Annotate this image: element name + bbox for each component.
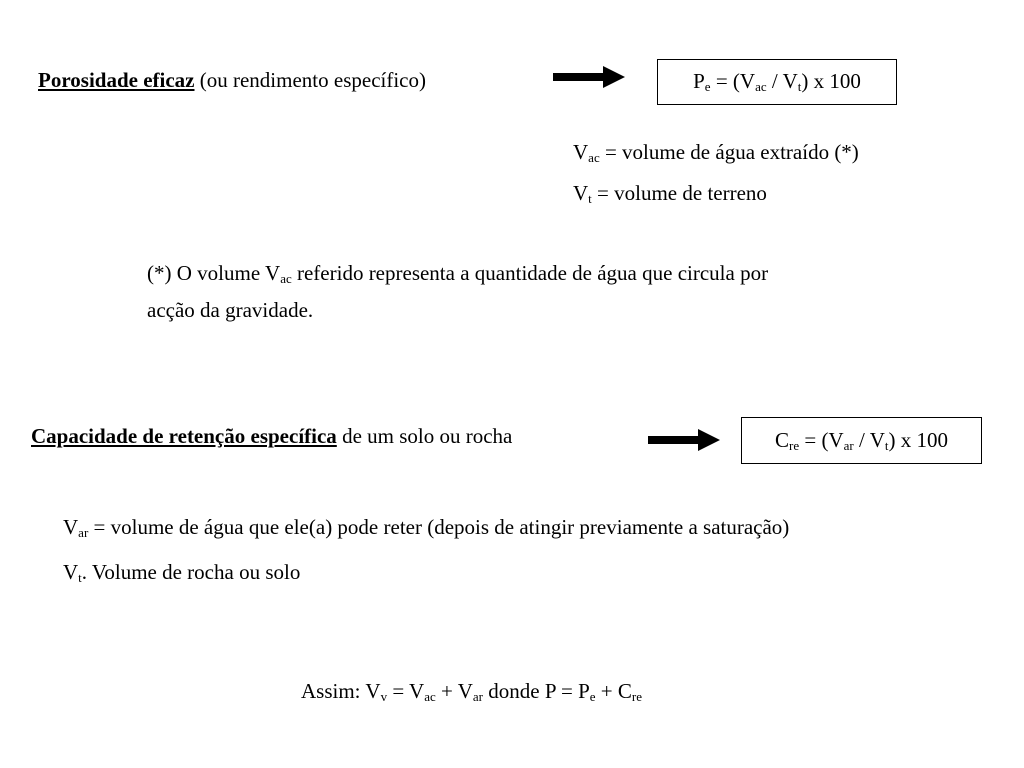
right-arrow-icon bbox=[648, 427, 720, 453]
formula-cre: $C_{re} = (V_{ar} / V_t)$ x 100 bbox=[775, 427, 948, 453]
formula-box-cre bbox=[741, 417, 982, 464]
formula-pe: $P_e = (V_{ac} / V_t)$ x 100 bbox=[693, 69, 861, 95]
right-arrow-icon bbox=[553, 64, 625, 90]
definition-vac: $V_{ac}$ = volume de água extraído (*) bbox=[573, 140, 859, 165]
heading-capacidade bbox=[31, 424, 512, 449]
definition-var: $V_{ar}$ = volume de água que ele(a) pode reter (depois de atingir previamente a saturação) bbox=[63, 515, 790, 540]
note-line-1: (*) O volume $V_{ac}$ referido representa a quantidade de água que circula por bbox=[147, 261, 769, 286]
heading-porosidade-bold: Porosidade eficaz bbox=[38, 68, 195, 92]
note-line-2: acção da gravidade. bbox=[147, 298, 314, 322]
heading-capacidade-bold: Capacidade de retenção específica bbox=[31, 424, 337, 448]
heading-capacidade-rest: de um solo ou rocha bbox=[336, 424, 513, 448]
formula-box-pe bbox=[657, 59, 897, 105]
heading-porosidade-rest: (ou rendimento específico) bbox=[194, 68, 426, 92]
conclusion-equation: Assim: $V_v = V_{ac} + V_{ar}$ donde $P = P_e + C_{re}$ bbox=[301, 679, 642, 704]
heading-porosidade bbox=[38, 68, 426, 93]
definition-vt: $V_t$ = volume de terreno bbox=[573, 181, 767, 206]
definition-vt-rocha: $V_t$. Volume de rocha ou solo bbox=[63, 560, 301, 585]
